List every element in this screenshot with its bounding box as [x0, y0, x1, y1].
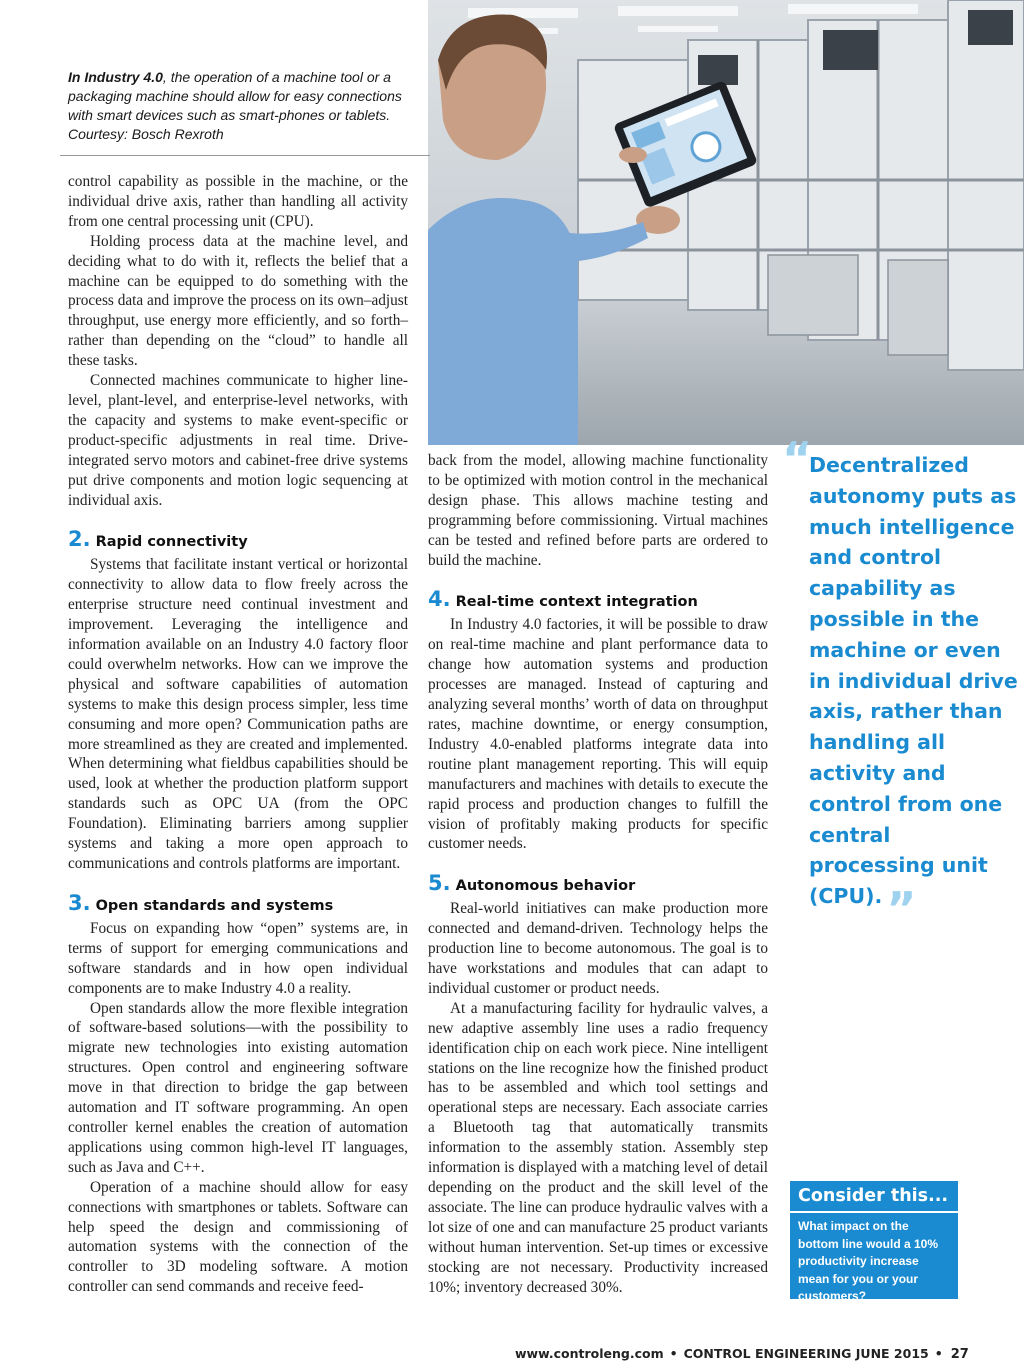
- factory-tablet-photo-icon: [428, 0, 1024, 445]
- sidebar-body: What impact on the bottom line would a 10% productivity increase mean for you or your customers?: [798, 1219, 939, 1303]
- section-4-title: Real-time context integration: [455, 594, 698, 611]
- col1-paragraph-3: Connected machines communicate to higher line-level, plant-level, and enterprise-level networks, with the capacity and systems to make event-specific or product-specific adjustments in real time. Drive-integrated servo motors and cabinet-free drive systems put drive components and motion logic sequencing at individual axis.: [68, 372, 408, 509]
- page-number: 27: [950, 1347, 969, 1362]
- pull-quote-body: [790, 450, 1018, 937]
- open-quote-icon: “: [782, 432, 813, 486]
- section-5-number: 5.: [428, 871, 451, 896]
- section-2-title: Rapid connectivity: [95, 534, 248, 551]
- column-1: [68, 172, 408, 1297]
- section-3-number: 3.: [68, 890, 91, 915]
- pull-quote: [782, 432, 1018, 937]
- section-2-paragraph-1: Systems that facilitate instant vertical or horizontal connectivity to allow data to flow freely across the enterprise structure need continual investment and improvement. Leveraging the intelligence and information available on an Industry 4.0 factory floor could overwhelm networks. How can we improve the physical and software capabilities of automation systems to make this design process simpler, less time consuming and more open? Communication paths are more streamlined as they are created and implemented. When determining what fieldbus capabilities should be used, look at whether the production platform support standards such as OPC UA (from the OPC Foundation). Eliminating barriers among supplier systems and taking a more open approach to communications and controls platforms are important.: [68, 556, 408, 872]
- consider-this-sidebar: [790, 1181, 958, 1303]
- footer-publication: CONTROL ENGINEERING JUNE 2015: [683, 1346, 929, 1361]
- section-3-title: Open standards and systems: [95, 897, 334, 914]
- section-5-paragraph-1: Real-world initiatives can make production more connected and demand-driven. Technology helps the production line to become autonomous. The goal is to have workstations and modules that can adapt to individual customer or product needs.: [428, 900, 768, 997]
- caption-text: , the operation of a machine tool or a packaging machine should allow for easy connections with smart devices such as smart-phones or tablets. Courtesy: Bosch Rexroth: [68, 69, 402, 142]
- section-5-heading: [428, 872, 768, 897]
- section-3-paragraph-1: Focus on expanding how “open” systems are, in terms of support for emerging communications and software standards and in how open individual components are to make Industry 4.0 a reality.: [68, 919, 408, 997]
- page-footer: [515, 1346, 969, 1363]
- col1-paragraph-2: Holding process data at the machine level, and deciding what to do with it, reflects the belief that a machine can be equipped to do something with the process data and improve the process on its own–adjust throughput, use energy more efficiently, and so forth–rather than depending on the “cloud” to handle all these tasks.: [68, 232, 408, 370]
- col1-paragraph-1: control capability as possible in the machine, or the individual drive axis, rather than handling all activity from one central processing unit (CPU).: [68, 173, 408, 230]
- section-5-paragraph-2: At a manufacturing facility for hydraulic valves, a new adaptive assembly line uses a radio frequency identification chip on each work piece. Nine intelligent stations on the line recognize how the finished product has to be assembled and which tool settings and operational steps are necessary. Each associate carries a Bluetooth tag that automatically transmits information to the assembly station. Assembly step information is displayed with a matching level of detail depending on the product and the skill level of the associate. The line can produce hydraulic valves with a lot size of one and can manufacture 25 product variants without human intervention. Set-up times or excessive stocking are not necessary. Productivity increased 10%; inventory decreased 30%.: [428, 999, 768, 1296]
- section-4-number: 4.: [428, 587, 451, 612]
- section-4-heading: [428, 588, 768, 613]
- section-3-paragraph-2: Open standards allow the more flexible integration of software-based solutions—with the possibility to migrate new technologies into existing automation structures. Open control and engineering software move in that direction to bridge the gap between automation and IT software programming. An open controller kernel enables the creation of automation applications using common high-level IT languages, such as Java and C++.: [68, 999, 408, 1176]
- factory-photo: [428, 0, 1024, 445]
- caption-divider: [60, 155, 430, 156]
- section-5-title: Autonomous behavior: [455, 878, 636, 895]
- pull-quote-text: Decentralized autonomy puts as much intelligence and control capability as possible in the machine or even in individual drive axis, rather than handling all activity and control from one central processing unit (CPU).: [809, 453, 1018, 909]
- photo-caption: [68, 68, 408, 144]
- footer-url: www.controleng.com: [515, 1346, 664, 1361]
- column-2: [428, 451, 768, 1297]
- footer-separator: •: [669, 1346, 678, 1361]
- section-2-number: 2.: [68, 527, 91, 552]
- col2-paragraph-1: back from the model, allowing machine functionality to be optimized with motion control in the mechanical design phase. This allows machine testing and programming before commissioning. Virtual machines can be tested and refined before parts are ordered to build the machine.: [428, 452, 768, 569]
- section-3-paragraph-3: Operation of a machine should allow for easy connections with smartphones or tablets. Software can help speed the design and commissioning of automation systems with the connection of the controller to 3D modeling software. A motion controller can send commands and receive feed-: [68, 1178, 408, 1296]
- sidebar-title: Consider this...: [798, 1186, 949, 1206]
- caption-lead: In Industry 4.0: [68, 69, 163, 85]
- section-3-heading: [68, 892, 408, 917]
- section-4-paragraph-1: In Industry 4.0 factories, it will be possible to draw on real-time machine and plant performance data to change how automation systems and production processes are managed. Instead of capturing and analyzing several months’ worth of data on throughput rates, machine downtime, or energy consumption, Industry 4.0-enabled platforms integrate data into routine plant management reporting. This will equip manufacturers and machines with details to execute the rapid process and production changes to fulfill the vision of profitably making products for specific customer needs.: [428, 616, 768, 853]
- close-quote-icon: ”: [886, 882, 917, 937]
- footer-separator-2: •: [934, 1346, 943, 1361]
- section-2-heading: [68, 528, 408, 553]
